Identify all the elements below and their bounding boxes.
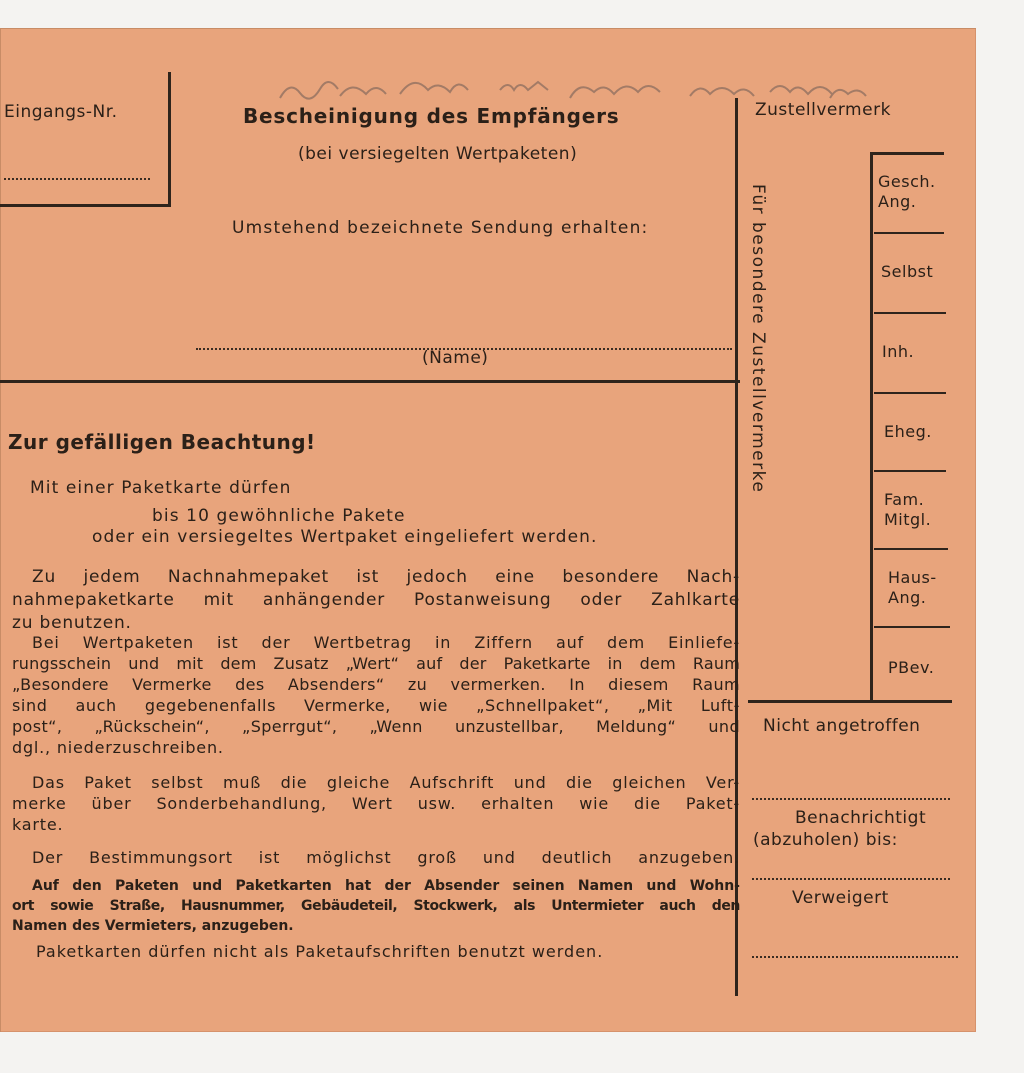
parcel-card <box>0 28 976 1032</box>
verweigert-line <box>752 956 958 958</box>
section-divider <box>0 380 740 383</box>
text-line: „Besondere Vermerke des Absenders“ zu vermerken. In diesem Raum <box>12 675 740 694</box>
text-line: post“, „Rückschein“, „Sperrgut“, „Wenn unzustellbar, Meldung“ und <box>12 717 740 736</box>
nicht-angetroffen-line <box>752 798 950 800</box>
box-divider <box>874 470 946 472</box>
box-label-line1: Selbst <box>881 262 934 281</box>
text-line: Auf den Paketen und Paketkarten hat der Absender seinen Namen und Wohn- <box>32 878 740 894</box>
text-line: Zu jedem Nachnahmepaket ist jedoch eine besondere Nach- <box>32 567 740 587</box>
text-line: nahmepaketkarte mit anhängender Postanweisung oder Zahlkarte <box>12 590 740 610</box>
box-eheg[interactable] <box>884 422 932 442</box>
box-top-border <box>870 152 944 155</box>
box-gesch-ang[interactable] <box>878 172 936 212</box>
box-divider <box>874 626 950 628</box>
nicht-angetroffen-label: Nicht angetroffen <box>763 716 921 736</box>
box-pbev[interactable] <box>888 658 934 678</box>
form-title: Bescheinigung des Empfängers <box>243 104 620 128</box>
text-line: karte. <box>12 815 64 834</box>
box-fam-mitgl[interactable] <box>884 490 931 530</box>
notice-paragraph-5 <box>12 876 740 936</box>
zustellvermerk-title: Zustellvermerk <box>755 100 891 120</box>
box-label-line2: Mitgl. <box>884 510 932 529</box>
text-line: Namen des Vermieters, anzugeben. <box>12 918 294 934</box>
box-inh[interactable] <box>882 342 914 362</box>
notice-paragraph-4 <box>12 846 740 869</box>
vertical-zustell-note: Für besondere Zustellvermerke <box>748 184 768 494</box>
box-divider <box>874 392 946 394</box>
text-line: Der Bestimmungsort ist möglichst groß und deutlich anzugeben. <box>32 848 740 867</box>
box-divider <box>874 548 948 550</box>
text-line: ort sowie Straße, Hausnummer, Gebäudeteil, Stockwerk, als Untermieter auch den <box>12 898 740 914</box>
verweigert-label: Verweigert <box>792 888 889 908</box>
eingangs-nr-label: Eingangs-Nr. <box>4 102 118 122</box>
abzuholen-label: (abzuholen) bis: <box>753 830 898 850</box>
text-line: sind auch gegebenenfalls Vermerke, wie „Schnellpaket“, „Mit Luft- <box>12 696 740 715</box>
box-label-line1: Inh. <box>882 342 915 361</box>
box-label-line2: Ang. <box>888 588 927 607</box>
form-subtitle: (bei versiegelten Wertpaketen) <box>298 144 578 164</box>
text-line: Das Paket selbst muß die gleiche Aufschrift und die gleichen Ver- <box>32 773 740 792</box>
box-label-line1: Haus- <box>888 568 937 587</box>
notice-paragraph-2 <box>12 632 740 758</box>
box-divider <box>874 232 944 234</box>
notice-heading: Zur gefälligen Beachtung! <box>8 430 316 454</box>
eingangs-nr-dotted-line <box>4 178 150 180</box>
eingangs-box-right-border <box>168 72 171 206</box>
box-selbst[interactable] <box>881 262 933 282</box>
notice-intro-line-3: oder ein versiegeltes Wertpaket eingeliefert werden. <box>92 527 598 547</box>
benachrichtigt-line <box>752 878 950 880</box>
notice-paragraph-1 <box>12 566 740 635</box>
received-text: Umstehend bezeichnete Sendung erhalten: <box>232 218 649 238</box>
notice-intro-line-2: bis 10 gewöhnliche Pakete <box>152 506 406 526</box>
box-label-line2: Ang. <box>878 192 917 211</box>
eingangs-box-bottom-border <box>0 204 171 207</box>
text-line: rungsschein und mit dem Zusatz „Wert“ auf der Paketkarte in dem Raum <box>12 654 740 673</box>
box-divider <box>874 312 946 314</box>
text-line: merke über Sonderbehandlung, Wert usw. erhalten wie die Paket- <box>12 794 740 813</box>
boxes-left-border <box>870 152 873 700</box>
zustell-lower-divider <box>748 700 952 703</box>
box-label-line1: PBev. <box>888 658 935 677</box>
notice-paragraph-3 <box>12 772 740 835</box>
box-label-line1: Eheg. <box>884 422 932 441</box>
box-label-line1: Fam. <box>884 490 925 509</box>
text-line: zu benutzen. <box>12 613 132 633</box>
benachrichtigt-label: Benachrichtigt <box>795 808 927 828</box>
name-label: (Name) <box>422 348 489 368</box>
notice-paragraph-6: Paketkarten dürfen nicht als Paketaufschriften benutzt werden. <box>36 942 604 961</box>
box-label-line1: Gesch. <box>878 172 936 191</box>
box-haus-ang[interactable] <box>888 568 937 608</box>
notice-intro-line-1: Mit einer Paketkarte dürfen <box>30 478 292 498</box>
text-line: Bei Wertpaketen ist der Wertbetrag in Ziffern auf dem Einliefe- <box>32 633 740 652</box>
text-line: dgl., niederzuschreiben. <box>12 738 224 757</box>
